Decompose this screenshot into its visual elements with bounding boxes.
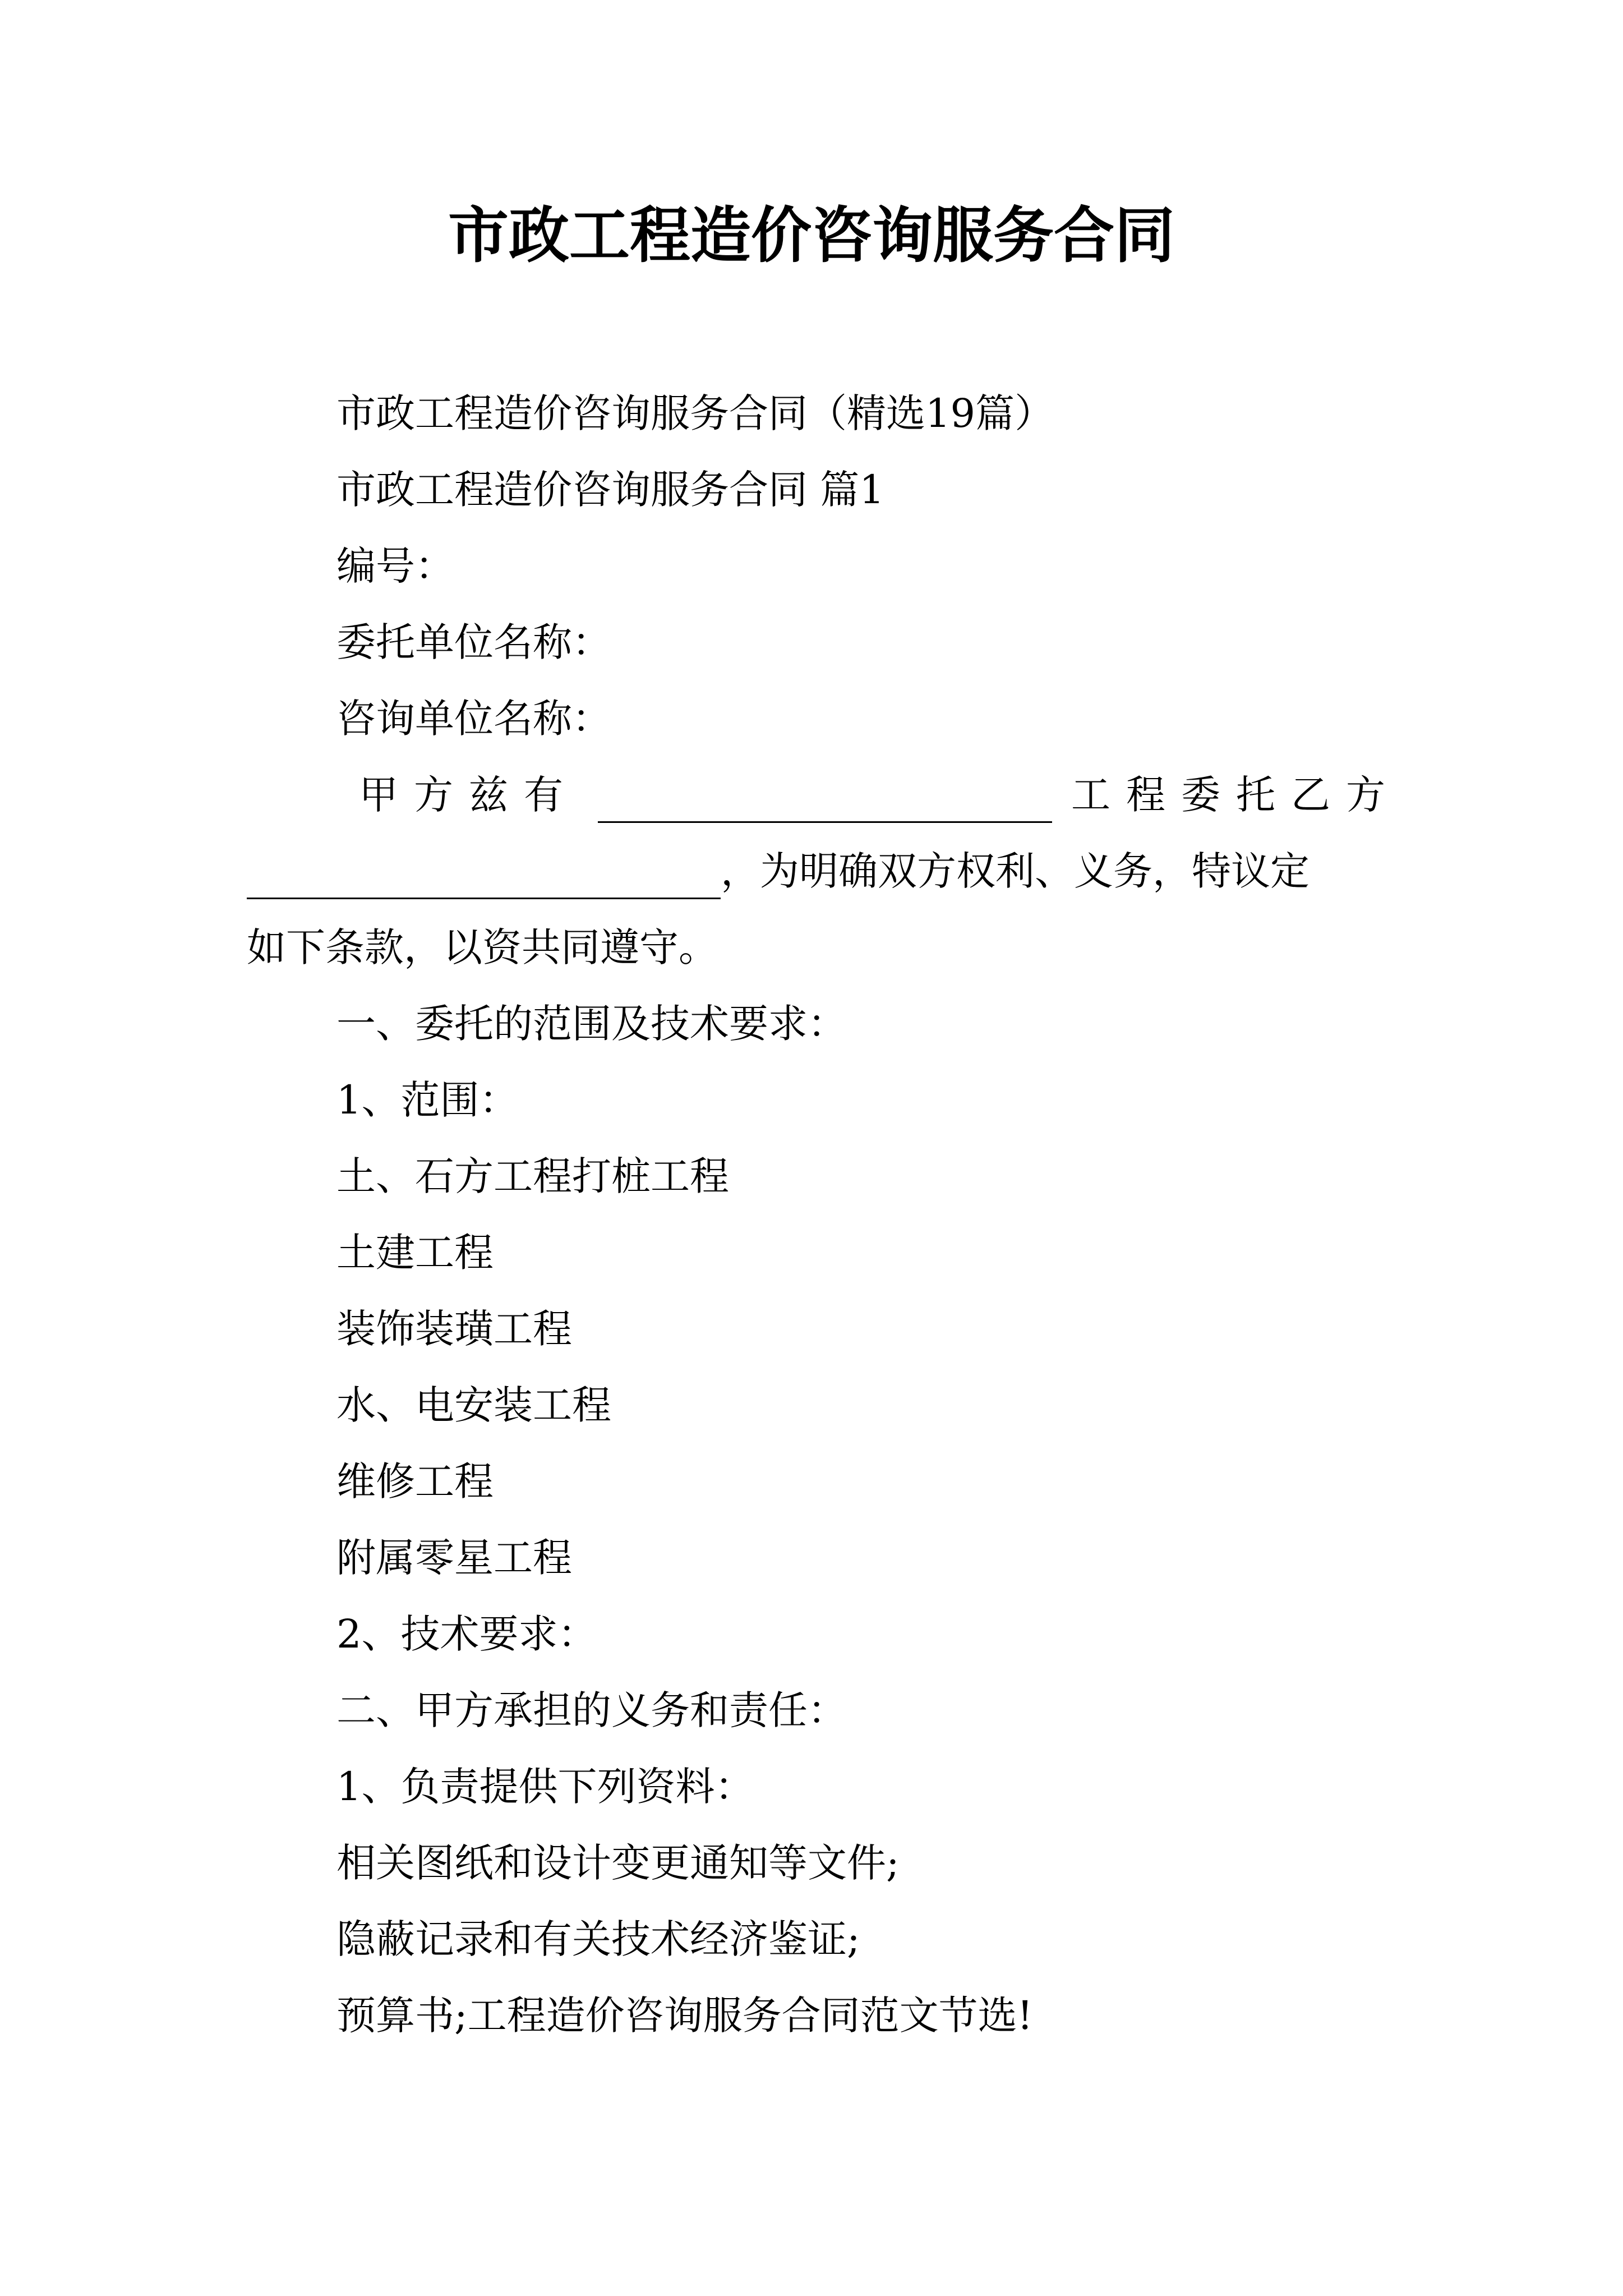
material-item: 相关图纸和设计变更通知等文件; [336, 1840, 900, 1886]
clause-intro-row-1 [359, 767, 1401, 823]
scope-item: 附属零星工程 [336, 1535, 572, 1581]
field-client-label: 委托单位名称： [336, 619, 611, 665]
scope-item: 装饰装璜工程 [336, 1306, 572, 1352]
material-item: 隐蔽记录和有关技术经济鉴证; [336, 1916, 860, 1962]
scope-item: 维修工程 [336, 1458, 494, 1504]
item-materials: 1、负责提供下列资料： [336, 1764, 754, 1810]
document-title: 市政工程造价咨询服务合同 [448, 200, 1175, 271]
consultant-name-blank [247, 857, 721, 899]
material-item: 预算书;工程造价咨询服务合同范文节选! [336, 1993, 1033, 2039]
field-consultant-label: 咨询单位名称： [336, 696, 611, 742]
clause-intro-part4: 如下条款，以资共同遵守。 [247, 924, 718, 970]
clause-intro-part2: 工程委托乙方 [1071, 772, 1401, 818]
section-heading: 市政工程造价咨询服务合同 篇1 [336, 467, 884, 513]
scope-item: 土、石方工程打桩工程 [336, 1153, 729, 1199]
item-scope: 1、范围： [336, 1077, 519, 1123]
heading-scope-requirements: 一、委托的范围及技术要求： [336, 1001, 847, 1047]
item-tech-requirements: 2、技术要求： [336, 1611, 597, 1657]
clause-intro-row-2 [247, 843, 1385, 899]
document-subtitle: 市政工程造价咨询服务合同（精选19篇） [336, 390, 1054, 436]
scope-item: 土建工程 [336, 1230, 494, 1276]
scope-item: 水、电安装工程 [336, 1382, 611, 1428]
field-number-label: 编号： [336, 543, 454, 589]
clause-intro-part3: ，为明确双方权利、义务，特议定 [721, 848, 1310, 894]
clause-intro-part1: 甲方兹有 [359, 772, 579, 818]
heading-party-a-duties: 二、甲方承担的义务和责任： [336, 1687, 847, 1733]
project-name-blank [598, 781, 1052, 823]
